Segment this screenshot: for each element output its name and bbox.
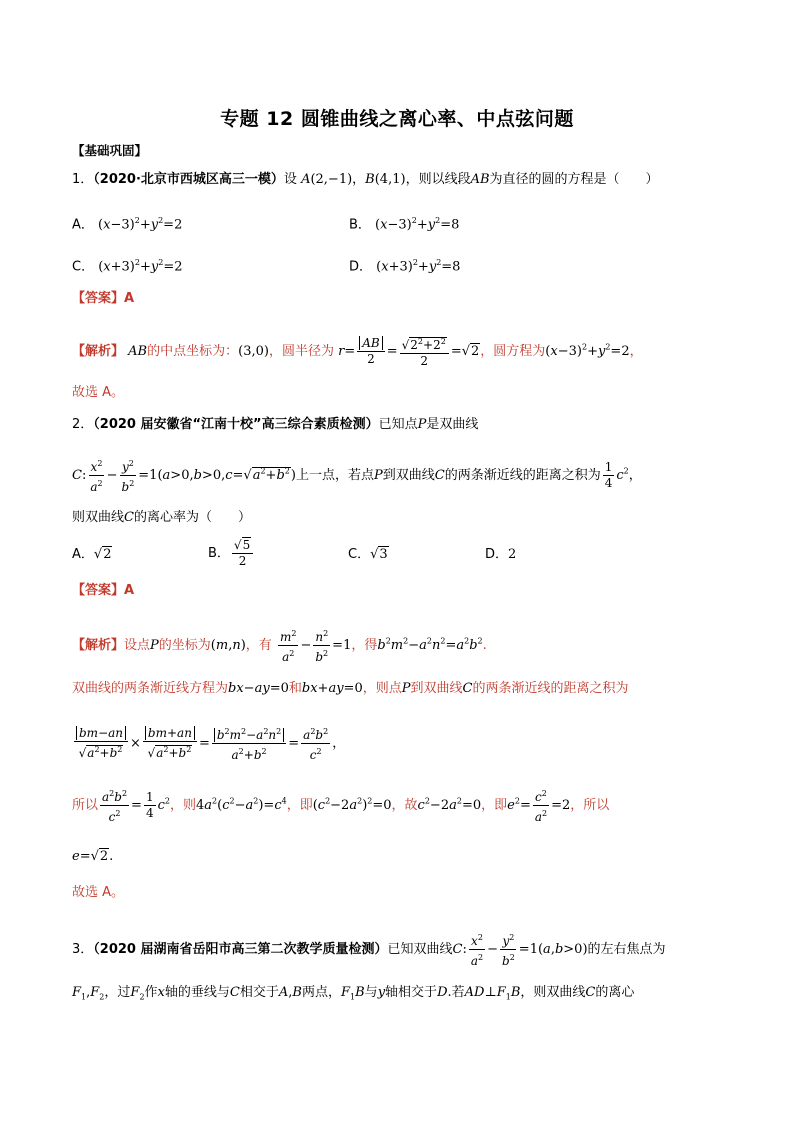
q1-answer: 【答案】A — [72, 291, 135, 306]
q1-analysis: 【解析】 AB的中点坐标为：(3,0)，圆半径为 r= $\frac{AB}{2}$ = $\frac{√2^2+2^2}{2}$ =√2，圆方程为$(x-3)^2+y^2=2$， — [72, 336, 643, 368]
q2-option-c: C．√3 — [348, 547, 388, 562]
q2-stem-line1: 2．（2020 届安徽省“江南十校”高三综合素质检测）已知点P是双曲线 — [72, 417, 479, 432]
q1-option-a: A． $(x-3)^2+y^2=2$ — [72, 216, 183, 233]
section-heading: 【基础巩固】 — [72, 143, 148, 158]
q1-stem: 1．（2020·北京市西城区高三一模）设 A(2,−1)，B(4,1)，则以线段AB为直径的圆的方程是（ ） — [72, 172, 659, 187]
q2-stem-line2: C: $\frac{x^2}{a^2}$ − $\frac{y^2}{b^2}$ $=1(a>0,b>0,c=√a^2+b^2)$上一点，若点P到双曲线C的两条渐近线的距离之积为 $\frac{1}{4}$ $c^2$， — [72, 456, 642, 495]
q3-stem-line1: 3．（2020 届湖南省岳阳市高三第二次教学质量检测）已知双曲线C: $\frac{x^2}{a^2}$ − $\frac{y^2}{b^2}$ =1(a,b>0)的左右焦点为 — [72, 930, 666, 969]
q1-option-c: C． $(x+3)^2+y^2=2$ — [72, 258, 183, 275]
q2-answer: 【答案】A — [72, 583, 135, 598]
q2-stem-line3: 则双曲线C的离心率为（ ） — [72, 510, 251, 525]
page-title: 专题 12 圆锥曲线之离心率、中点弦问题 — [220, 108, 574, 130]
q1-conclusion: 故选 A。 — [72, 385, 125, 400]
q3-stem-line2: $F_1,F_2$，过$F_2$作x轴的垂线与C相交于A,B两点，$F_1B$与y轴相交于D.若$AD\perp F_1B$，则双曲线C的离心 — [72, 985, 635, 1002]
q2-analysis-line1: 【解析】设点P的坐标为(m,n)，有 $\frac{m^2}{a^2}$ − $\frac{n^2}{b^2}$ =1，得$b^2m^2-a^2n^2=a^2b^2$. — [72, 626, 487, 665]
q1-option-b: B． $(x-3)^2+y^2=8$ — [349, 216, 460, 233]
q2-option-d: D．2 — [485, 547, 517, 562]
q2-option-a: A．√2 — [72, 547, 112, 562]
q2-analysis-line2: 双曲线的两条渐近线方程为bx−ay=0和bx+ay=0，则点P到双曲线C的两条渐近线的距离之积为 — [72, 681, 629, 696]
q2-analysis-line3: $\frac{bm-an}{√a^2+b^2}$ × $\frac{bm+an}{√a^2+b^2}$ = $\frac{b^2m^2-a^2n^2}{a^2+b^2}$ = $\frac{a^2b^2}{c^2}$ ， — [72, 724, 345, 763]
q2-analysis-line4: 所以 $\frac{a^2b^2}{c^2}$ = $\frac{1}{4}$ $c^2$，则$4a^2(c^2-a^2)=c^4$，即$(c^2-2a^2)^2=0$，故$c^2-2a^2=0$，即$e^2=$ $\frac{c^2}{a^2}$ =2，所以 — [72, 786, 609, 825]
q2-analysis-line5: e=√2. — [72, 849, 114, 864]
q2-conclusion: 故选 A。 — [72, 885, 125, 900]
q1-option-d: D． $(x+3)^2+y^2=8$ — [349, 258, 461, 275]
q2-option-b: B． $\frac{√5}{2}$ — [208, 538, 255, 569]
